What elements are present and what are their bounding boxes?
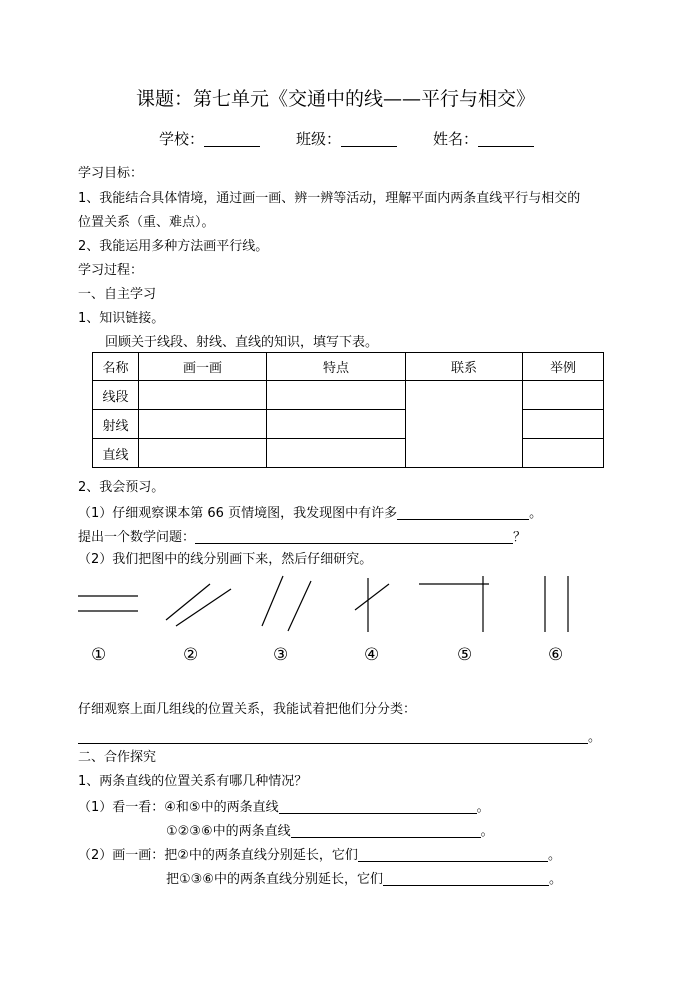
table-row (93, 381, 604, 410)
school-blank[interactable] (204, 132, 260, 147)
section-2-item-1: 1、两条直线的位置关系有哪几种情况？ (78, 774, 308, 789)
look-question-2-blank[interactable] (291, 823, 481, 838)
figure-label-5: ⑤ (457, 645, 473, 665)
goal-1-line-2: 位置关系（重、难点）。 (78, 215, 215, 230)
name-field (433, 132, 534, 147)
question-2: （2）我们把图中的线分别画下来，然后仔细研究。 (78, 552, 373, 567)
table-header-row (93, 353, 604, 381)
question-1-suffix: 。 (529, 506, 543, 521)
figure-label-1: ① (91, 645, 107, 665)
classify-answer (78, 729, 601, 744)
figure-6-parallel-vertical (545, 576, 568, 632)
school-field (159, 132, 260, 147)
math-question (78, 529, 526, 544)
draw-question-2-blank[interactable] (383, 871, 549, 886)
math-question-text: 提出一个数学问题： (78, 530, 196, 545)
figure-label-4: ④ (364, 645, 380, 665)
figure-label-3: ③ (273, 645, 289, 665)
look-question (78, 799, 490, 814)
draw-question (78, 847, 561, 862)
figure-2-parallel-diagonal (166, 584, 231, 626)
table-cell[interactable] (139, 381, 267, 410)
question-1-text: （1）仔细观察课本第 66 页情境图，我发现图中有许多 (78, 506, 398, 521)
figure-label-2: ② (183, 645, 199, 665)
look-question-suffix: 。 (476, 800, 490, 815)
classify-blank[interactable] (78, 729, 588, 744)
school-label: 学校： (159, 130, 205, 148)
draw-question-text: （2）画一画：把②中的两条直线分别延长，它们 (78, 848, 358, 863)
goal-2: 2、我能运用多种方法画平行线。 (78, 239, 269, 254)
table-header-cell: 联系 (406, 353, 523, 381)
draw-question-blank[interactable] (358, 847, 548, 862)
row-label-ray: 射线 (93, 410, 139, 439)
table-cell[interactable] (139, 410, 267, 439)
line-pairs-figure (0, 570, 696, 645)
section-1-heading: 一、自主学习 (78, 287, 157, 302)
table-header-cell: 特点 (267, 353, 406, 381)
class-blank[interactable] (341, 132, 397, 147)
table-row (93, 439, 604, 468)
class-field (296, 132, 397, 147)
preview-item: 2、我会预习。 (78, 480, 165, 495)
math-question-blank[interactable] (195, 529, 513, 544)
table-intro: 回顾关于线段、射线、直线的知识，填写下表。 (105, 335, 379, 350)
figure-3-parallel-steep (262, 576, 311, 631)
table-cell[interactable] (139, 439, 267, 468)
review-table (92, 352, 604, 468)
class-label: 班级： (296, 130, 342, 148)
figure-1-parallel-horizontal (78, 596, 138, 611)
math-question-suffix: ？ (513, 530, 527, 545)
draw-question-2-text: 把①③⑥中的两条直线分别延长，它们 (166, 872, 383, 887)
page-title: 课题：第七单元《交通中的线——平行与相交》 (136, 88, 536, 110)
table-cell[interactable] (267, 381, 406, 410)
name-blank[interactable] (478, 132, 534, 147)
question-1-blank[interactable] (397, 505, 529, 520)
figure-label-6: ⑥ (548, 645, 564, 665)
look-question-2-text: ①②③⑥中的两条直线 (166, 824, 291, 839)
name-label: 姓名： (433, 130, 479, 148)
look-question-2-suffix: 。 (480, 824, 494, 839)
look-question-2 (166, 823, 494, 838)
draw-question-suffix: 。 (547, 848, 561, 863)
classify-suffix: 。 (588, 730, 602, 745)
table-cell[interactable] (523, 410, 604, 439)
goals-heading: 学习目标： (78, 166, 144, 181)
goal-1-line-1: 1、我能结合具体情境，通过画一画、辨一辨等活动，理解平面内两条直线平行与相交的 (78, 191, 581, 206)
draw-question-2 (166, 871, 562, 886)
figure-5-perpendicular (419, 576, 489, 632)
knowledge-link-item: 1、知识链接。 (78, 311, 165, 326)
table-cell[interactable] (267, 410, 406, 439)
relation-cell[interactable] (406, 381, 523, 468)
table-cell[interactable] (523, 381, 604, 410)
table-cell[interactable] (523, 439, 604, 468)
look-question-text: （1）看一看：④和⑤中的两条直线 (78, 800, 279, 815)
table-row (93, 410, 604, 439)
table-header-cell: 举例 (523, 353, 604, 381)
draw-question-2-suffix: 。 (548, 872, 562, 887)
question-1 (78, 505, 542, 520)
table-header-cell: 画一画 (139, 353, 267, 381)
classify-prompt: 仔细观察上面几组线的位置关系，我能试着把他们分分类： (78, 702, 417, 717)
look-question-blank[interactable] (279, 799, 477, 814)
process-heading: 学习过程： (78, 263, 144, 278)
figure-4-intersecting (355, 578, 389, 632)
row-label-segment: 线段 (93, 381, 139, 410)
table-header-cell: 名称 (93, 353, 139, 381)
section-2-heading: 二、合作探究 (78, 750, 157, 765)
table-cell[interactable] (267, 439, 406, 468)
row-label-line: 直线 (93, 439, 139, 468)
